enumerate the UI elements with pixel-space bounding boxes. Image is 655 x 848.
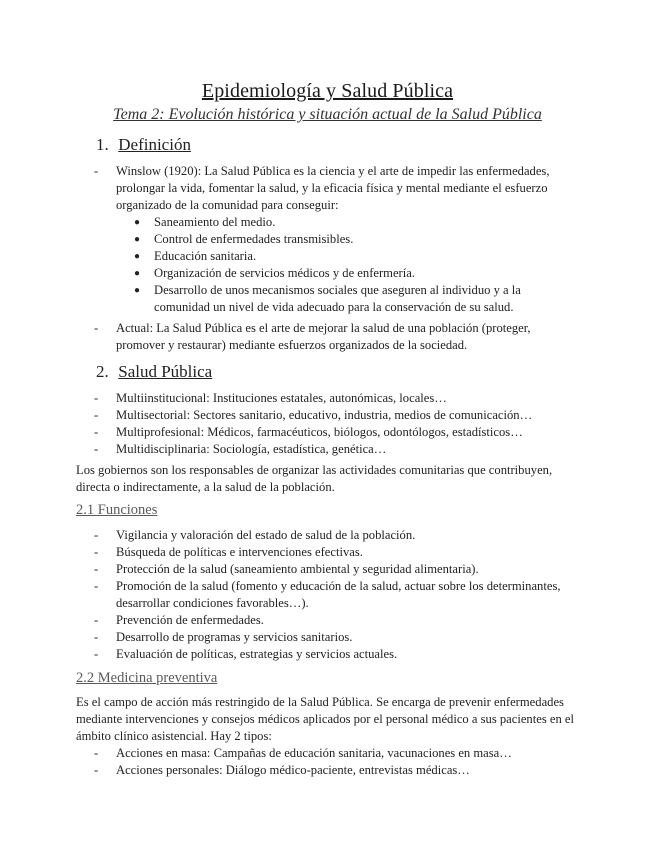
list-item: - Protección de la salud (saneamiento ambiental y seguridad alimentaria). xyxy=(94,561,564,578)
document-title: Epidemiología y Salud Pública xyxy=(201,80,454,102)
salud-publica-list xyxy=(94,390,564,458)
section-heading-definicion xyxy=(96,135,191,155)
list-item: - Multidisciplinaria: Sociología, estadística, genética… xyxy=(94,441,564,458)
list-item: - Multiprofesional: Médicos, farmacéuticos, biólogos, odontólogos, estadísticos… xyxy=(94,424,564,441)
list-item: - Vigilancia y valoración del estado de salud de la población. xyxy=(94,527,564,544)
bullet-item: ● Control de enfermedades transmisibles. xyxy=(116,231,564,248)
paragraph-medicina-preventiva: Es el campo de acción más restringido de la Salud Pública. Se encarga de prevenir enfermedades mediante intervenciones y consejos médicos aplicados por el personal médico a sus pacientes en el ámbito clínico asistencial. Hay 2 tipos: xyxy=(76,695,574,743)
medicina-preventiva-list xyxy=(94,745,564,779)
list-item: - Promoción de la salud (fomento y educación de la salud, actuar sobre los determinantes, desarrollar condiciones favorables…). xyxy=(94,578,564,612)
list-item-text: Winslow (1920): La Salud Pública es la ciencia y el arte de impedir las enfermedades, prolongar la vida, fomentar la salud, y la eficacia física y mental mediante el esfuerzo organizado de la comunidad para conseguir: xyxy=(116,164,550,212)
section-heading-salud-publica xyxy=(96,362,212,382)
list-item xyxy=(94,163,564,316)
section-number: 2. xyxy=(96,362,109,381)
list-item: - Evaluación de políticas, estrategias y servicios actuales. xyxy=(94,646,564,663)
section-title: Definición xyxy=(118,135,191,154)
list-item: - Búsqueda de políticas e intervenciones efectivas. xyxy=(94,544,564,561)
section-title: Salud Pública xyxy=(118,362,213,381)
subsection-heading-medicina-preventiva: 2.2 Medicina preventiva xyxy=(76,670,218,686)
list-item: - Multisectorial: Sectores sanitario, educativo, industria, medios de comunicación… xyxy=(94,407,564,424)
funciones-list xyxy=(94,527,564,663)
bullet-item: ● Saneamiento del medio. xyxy=(116,214,564,231)
list-item: - Multiinstitucional: Instituciones estatales, autonómicas, locales… xyxy=(94,390,564,407)
bullet-item: ● Educación sanitaria. xyxy=(116,248,564,265)
document-subtitle: Tema 2: Evolución histórica y situación actual de la Salud Pública xyxy=(113,106,542,123)
bullet-item: ● Organización de servicios médicos y de enfermería. xyxy=(116,265,564,282)
list-item: - Prevención de enfermedades. xyxy=(94,612,564,629)
paragraph-gobiernos: Los gobiernos son los responsables de organizar las actividades comunitarias que contribuyen, directa o indirectamente, a la salud de la población. xyxy=(76,463,553,494)
section-number: 1. xyxy=(96,135,109,154)
bullet-item: ● Desarrollo de unos mecanismos sociales que aseguren al individuo y a la comunidad un nivel de vida adecuado para la conservación de su salud. xyxy=(116,282,564,316)
bullet-list xyxy=(116,214,564,316)
definition-list xyxy=(94,163,564,354)
list-item: - Acciones personales: Diálogo médico-paciente, entrevistas médicas… xyxy=(94,762,564,779)
list-item: - Actual: La Salud Pública es el arte de mejorar la salud de una población (proteger, promover y restaurar) mediante esfuerzos organizados de la sociedad. xyxy=(94,320,564,354)
list-item: - Desarrollo de programas y servicios sanitarios. xyxy=(94,629,564,646)
subsection-heading-funciones: 2.1 Funciones xyxy=(76,502,158,518)
list-item: - Acciones en masa: Campañas de educación sanitaria, vacunaciones en masa… xyxy=(94,745,564,762)
